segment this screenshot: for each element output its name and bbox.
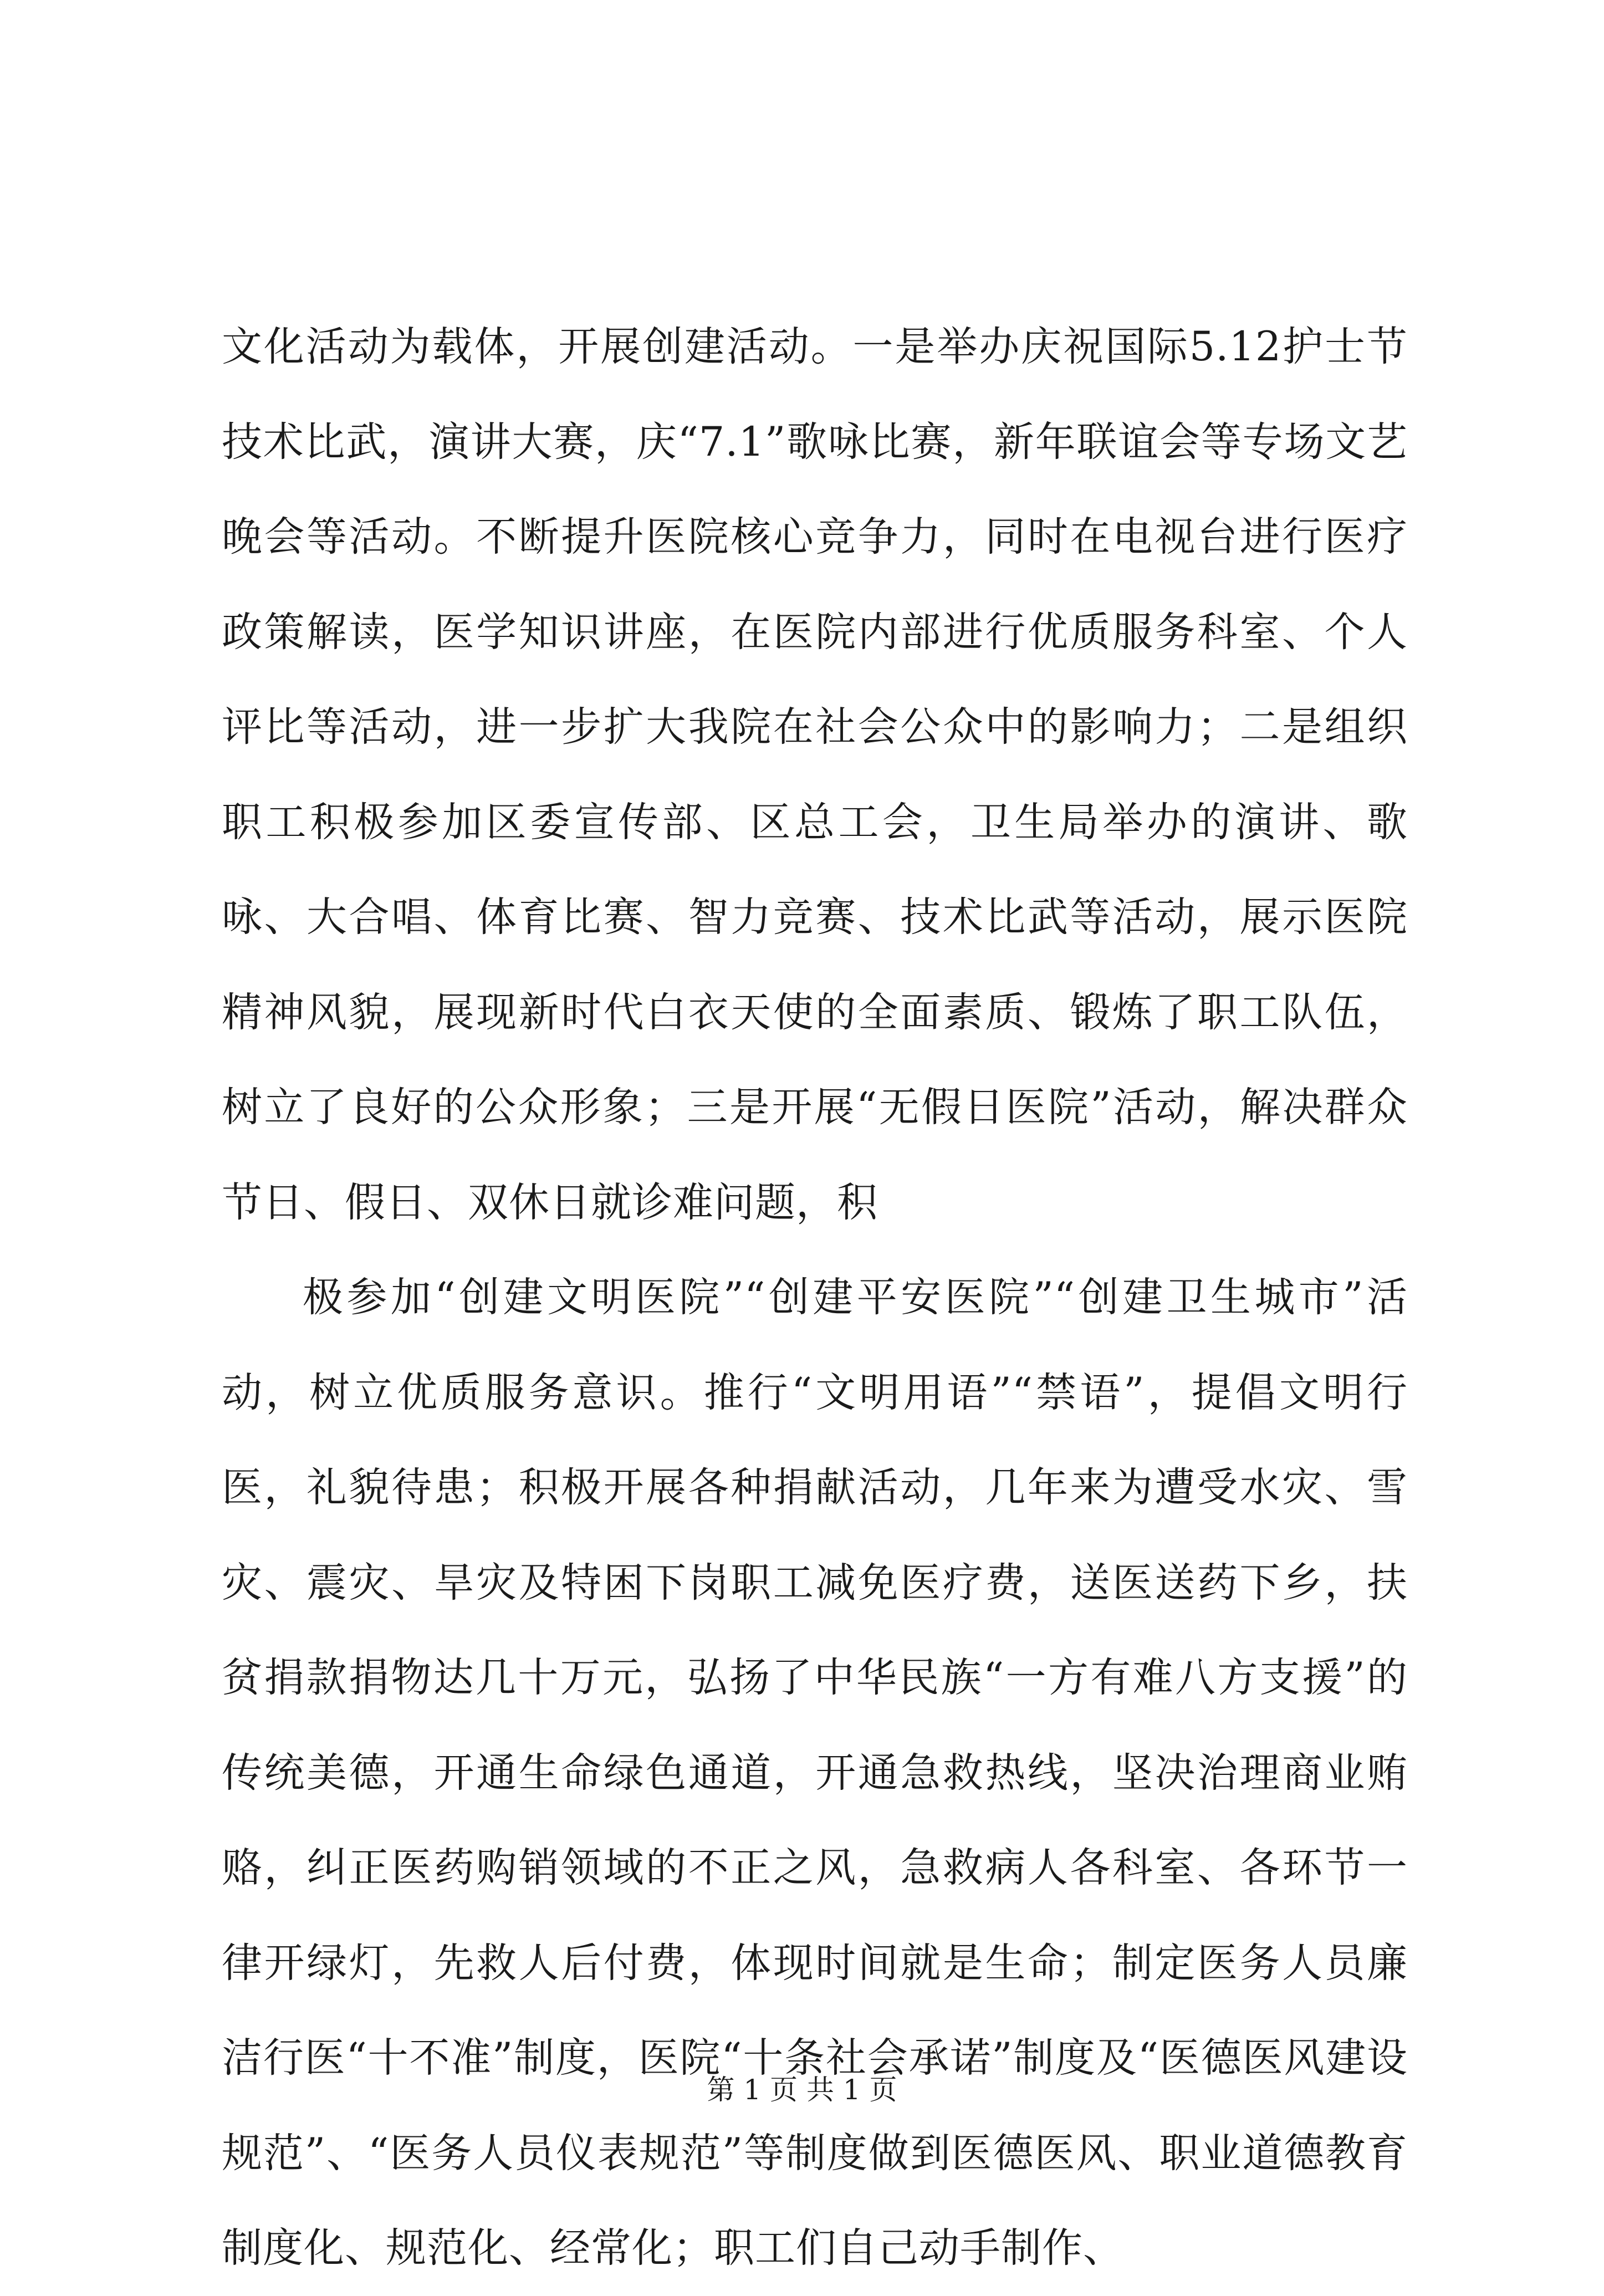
page-footer: 第 1 页 共 1 页 [707,2074,897,2106]
paragraph-2: 极参加“创建文明医院”“创建平安医院”“创建卫生城市”活动，树立优质服务意识。推行“文明用语”“禁语”，提倡文明行医，礼貌待患；积极开展各种捐献活动，几年来为遭受水灾、雪灾、震灾、旱灾及特困下岗职工减免医疗费，送医送药下乡，扶贫捐款捐物达几十万元，弘扬了中华民族“一方有难八方支援”的传统美德，开通生命绿色通道，开通急救热线，坚决治理商业贿赂，纠正医药购销领域的不正之风，急救病人各科室、各环节一律开绿灯，先救人后付费，体现时间就是生命；制定医务人员廉洁行医“十不准”制度，医院“十条社会承诺”制度及“医德医风建设规范”、“医务人员仪表规范”等制度做到医德医风、职业道德教育制度化、规范化、经常化；职工们自己动手制作、 [222,1274,1408,2272]
body-text [222,299,1408,2296]
paragraph-1: 文化活动为载体，开展创建活动。一是举办庆祝国际5.12护士节技术比武，演讲大赛，庆“7.1”歌咏比赛，新年联谊会等专场文艺晚会等活动。不断提升医院核心竞争力，同时在电视台进行医疗政策解读，医学知识讲座，在医院内部进行优质服务科室、个人评比等活动，进一步扩大我院在社会公众中的影响力；二是组织职工积极参加区委宣传部、区总工会，卫生局举办的演讲、歌咏、大合唱、体育比赛、智力竞赛、技术比武等活动，展示医院精神风貌，展现新时代白衣天使的全面素质、锻炼了职工队伍，树立了良好的公众形象；三是开展“无假日医院”活动，解决群众节日、假日、双休日就诊难问题，积 [222,323,1408,1226]
